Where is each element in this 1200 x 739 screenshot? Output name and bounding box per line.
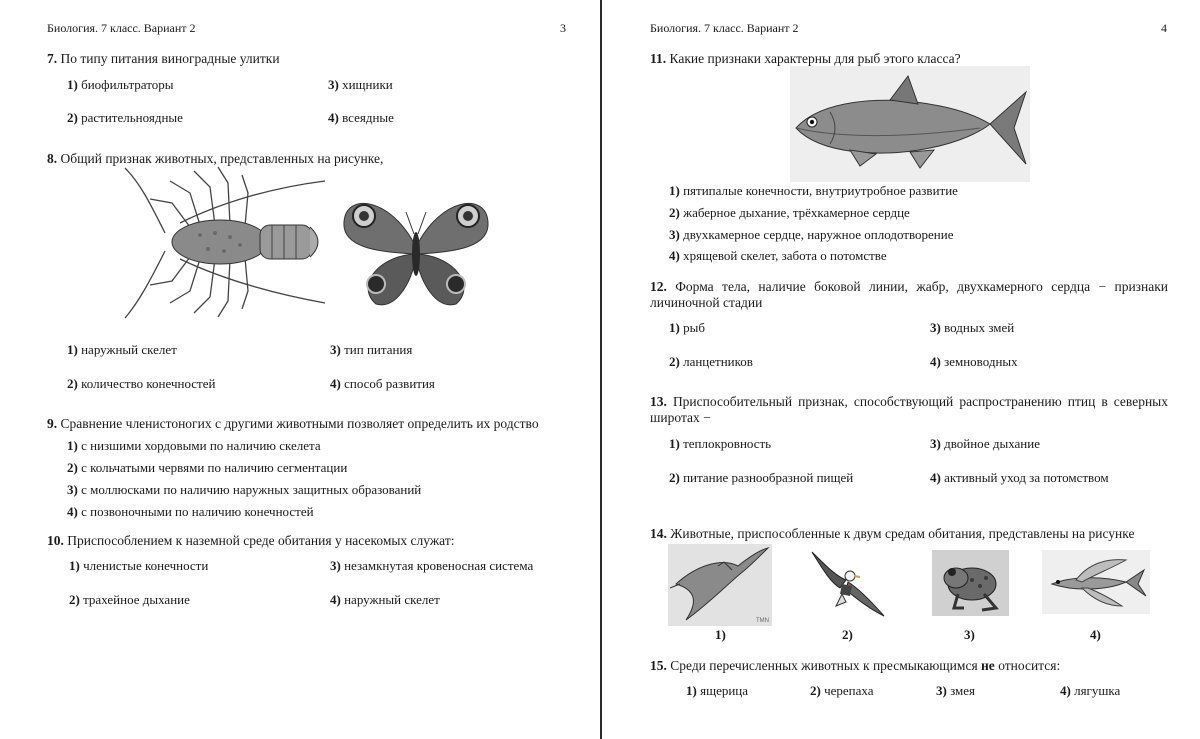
frog-image[interactable]: [932, 550, 1009, 616]
question-8: 8. Общий признак животных, представленных на рисунке,: [47, 151, 384, 166]
q8-option-1[interactable]: 1) наружный скелет: [67, 342, 177, 357]
q13-option-4[interactable]: 4) активный уход за потомством: [930, 470, 1109, 485]
q11-option-1[interactable]: 1) пятипалые конечности, внутриутробное развитие: [669, 183, 958, 198]
q12-option-3[interactable]: 3) водных змей: [930, 320, 1015, 335]
q7-option-2[interactable]: 2) растительноядные: [67, 110, 183, 125]
pterosaur-watermark: TMN: [756, 618, 769, 624]
q8-option-3[interactable]: 3) тип питания: [330, 342, 413, 357]
page-divider: [600, 0, 602, 739]
question-11: 11. Какие признаки характерны для рыб этого класса?: [650, 51, 961, 66]
q10-option-1[interactable]: 1) членистые конечности: [69, 558, 209, 573]
question-10: 10. Приспособлением к наземной среде обитания у насекомых служат:: [47, 533, 455, 548]
left-page-number: 3: [560, 21, 566, 35]
question-9: 9. Сравнение членистоногих с другими животными позволяет определить их родство: [47, 416, 539, 431]
pterosaur-image[interactable]: [668, 544, 772, 626]
q12-option-2[interactable]: 2) ланцетников: [669, 354, 753, 369]
fish-image: [790, 66, 1030, 182]
eagle-image[interactable]: [806, 546, 886, 626]
q11-option-2[interactable]: 2) жаберное дыхание, трёхкамерное сердце: [669, 205, 910, 220]
q12-option-1[interactable]: 1) рыб: [669, 320, 705, 335]
question-14: 14. Животные, приспособленные к двум средам обитания, представлены на рисунке: [650, 526, 1135, 541]
q7-option-3[interactable]: 3) хищники: [328, 77, 393, 92]
q14-caption-2: 2): [842, 627, 853, 642]
q8-option-4[interactable]: 4) способ развития: [330, 376, 435, 391]
butterfly-image: [336, 192, 496, 312]
q8-option-2[interactable]: 2) количество конечностей: [67, 376, 216, 391]
q7-option-1[interactable]: 1) биофильтраторы: [67, 77, 174, 92]
q7-option-4[interactable]: 4) всеядные: [328, 110, 394, 125]
left-page-header: Биология. 7 класс. Вариант 2: [47, 21, 196, 35]
q12-option-4[interactable]: 4) земноводных: [930, 354, 1018, 369]
lobster-image: [120, 163, 330, 321]
q14-caption-3: 3): [964, 627, 975, 642]
question-7: 7. По типу питания виноградные улитки: [47, 51, 280, 66]
q13-option-1[interactable]: 1) теплокровность: [669, 436, 772, 451]
question-15: 15. Среди перечисленных животных к пресмыкающимся не относится:: [650, 658, 1061, 673]
q11-option-3[interactable]: 3) двухкамерное сердце, наружное оплодотворение: [669, 227, 954, 242]
q13-option-2[interactable]: 2) питание разнообразной пищей: [669, 470, 854, 485]
q15-option-4[interactable]: 4) лягушка: [1060, 683, 1121, 698]
q9-option-2[interactable]: 2) с кольчатыми червями по наличию сегментации: [67, 460, 348, 475]
q9-option-3[interactable]: 3) с моллюсками по наличию наружных защитных образований: [67, 482, 422, 497]
q10-option-2[interactable]: 2) трахейное дыхание: [69, 592, 190, 607]
q10-option-4[interactable]: 4) наружный скелет: [330, 592, 440, 607]
flying-fish-image[interactable]: [1042, 550, 1150, 614]
question-13: 13. Приспособительный признак, способствующий распространению птиц в северных широтах −: [650, 394, 1169, 425]
q14-caption-1: 1): [715, 627, 726, 642]
q9-option-1[interactable]: 1) с низшими хордовыми по наличию скелета: [67, 438, 321, 453]
right-page-number: 4: [1161, 21, 1167, 35]
q11-option-4[interactable]: 4) хрящевой скелет, забота о потомстве: [669, 248, 887, 263]
q9-option-4[interactable]: 4) с позвоночными по наличию конечностей: [67, 504, 314, 519]
q14-caption-4: 4): [1090, 627, 1101, 642]
q15-option-2[interactable]: 2) черепаха: [810, 683, 874, 698]
question-12: 12. Форма тела, наличие боковой линии, жабр, двухкамерного сердца − признаки личиночной стадии: [650, 279, 1168, 310]
right-page-header: Биология. 7 класс. Вариант 2: [650, 21, 799, 35]
q13-option-3[interactable]: 3) двойное дыхание: [930, 436, 1040, 451]
q15-option-3[interactable]: 3) змея: [936, 683, 976, 698]
q10-option-3[interactable]: 3) незамкнутая кровеносная система: [330, 558, 534, 573]
q15-option-1[interactable]: 1) ящерица: [686, 683, 749, 698]
